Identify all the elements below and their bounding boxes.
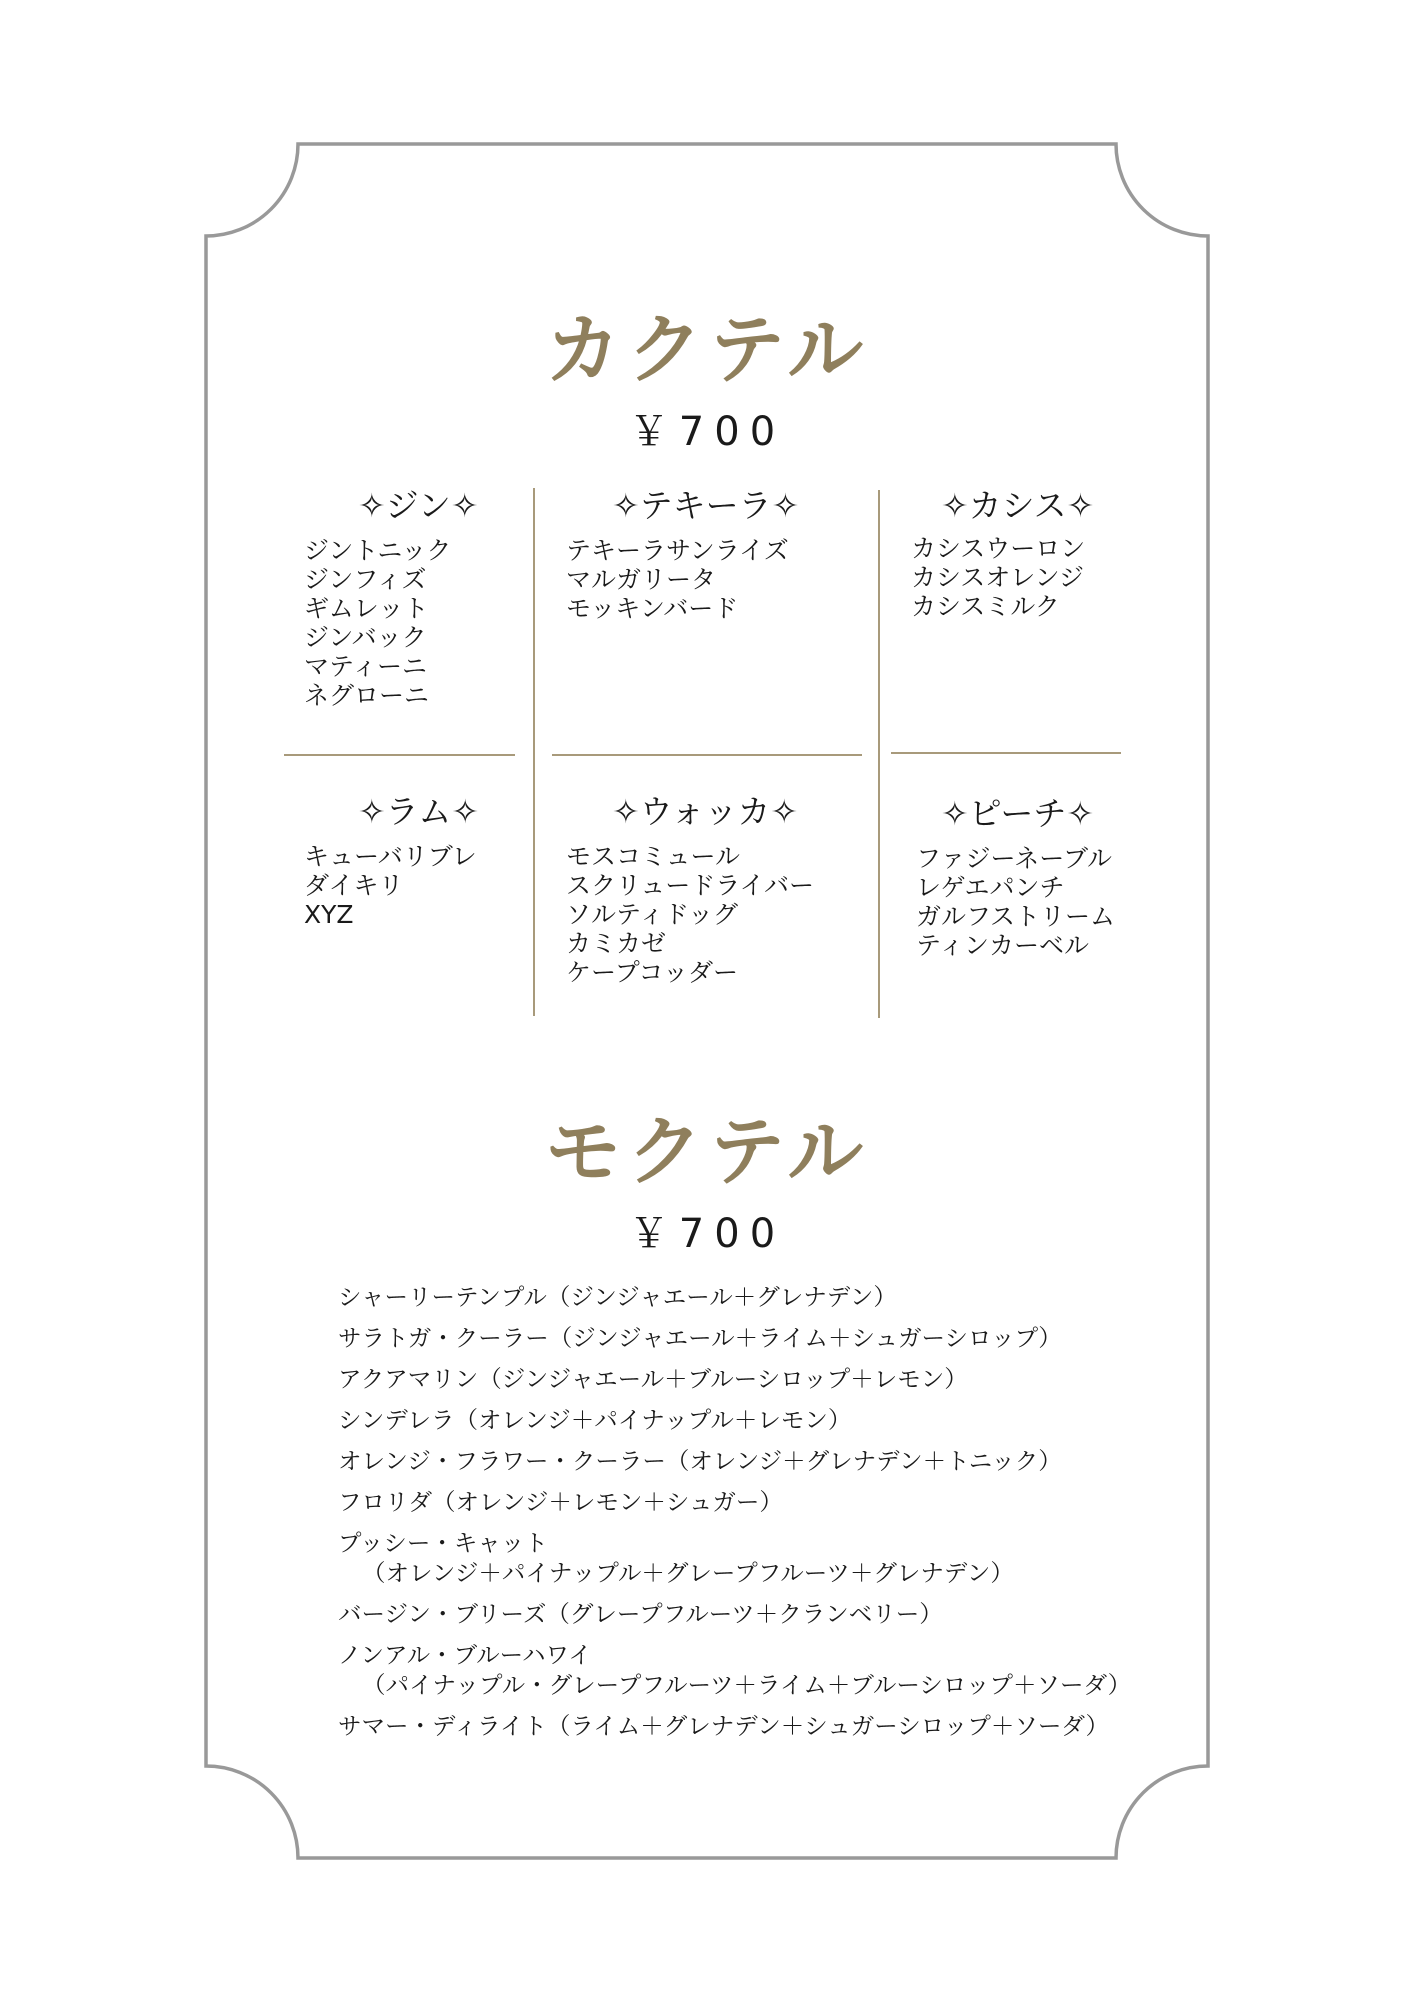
menu-item: XYZ bbox=[304, 900, 354, 929]
category-items bbox=[566, 842, 814, 987]
menu-item: モッキンバード bbox=[566, 594, 739, 623]
category-heading: ✧ジン✧ bbox=[358, 486, 479, 525]
mocktail-name: オレンジ・フラワー・クーラー（オレンジ＋グレナデン＋トニック） bbox=[338, 1447, 1062, 1475]
category-heading: ✧テキーラ✧ bbox=[612, 486, 800, 525]
menu-item: ダイキリ bbox=[304, 871, 404, 900]
mocktail-item bbox=[338, 1528, 1131, 1588]
menu-item: ジンフィズ bbox=[304, 565, 427, 594]
column-divider-left bbox=[533, 488, 535, 1016]
mocktail-item bbox=[338, 1364, 1131, 1394]
mocktail-name: アクアマリン（ジンジャエール＋ブルーシロップ＋レモン） bbox=[338, 1365, 968, 1393]
mocktail-item bbox=[338, 1487, 1131, 1517]
row-divider-middle bbox=[552, 754, 862, 756]
category-items bbox=[566, 536, 799, 623]
category-items bbox=[911, 534, 1094, 621]
mocktail-price: ￥700 bbox=[628, 1211, 786, 1257]
category-tequila bbox=[566, 486, 800, 623]
mocktail-name: シンデレラ（オレンジ＋パイナップル＋レモン） bbox=[338, 1406, 852, 1434]
category-gin bbox=[304, 486, 479, 710]
menu-item: マルガリータ bbox=[566, 565, 717, 594]
row-divider-left bbox=[284, 754, 515, 756]
mocktail-name: バージン・ブリーズ（グレープフルーツ＋クランベリー） bbox=[338, 1600, 943, 1628]
menu-item: レゲエパンチ bbox=[916, 873, 1065, 902]
mocktail-ingredients: （オレンジ＋パイナップル＋グレープフルーツ＋グレナデン） bbox=[362, 1559, 1014, 1587]
mocktail-name: シャーリーテンプル（ジンジャエール＋グレナデン） bbox=[338, 1283, 897, 1311]
mocktail-item bbox=[338, 1446, 1131, 1476]
category-heading: ✧ピーチ✧ bbox=[941, 794, 1094, 833]
mocktail-name: ノンアル・ブルーハワイ bbox=[338, 1641, 592, 1669]
menu-item: ファジーネーブル bbox=[916, 844, 1113, 873]
category-rum bbox=[304, 792, 479, 929]
mocktail-name: プッシー・キャット bbox=[338, 1529, 548, 1557]
category-items bbox=[916, 844, 1115, 960]
category-vodka bbox=[566, 792, 815, 987]
category-items bbox=[304, 842, 479, 929]
mocktail-item bbox=[338, 1405, 1131, 1435]
row-divider-right bbox=[891, 752, 1121, 754]
category-peach bbox=[916, 794, 1116, 960]
mocktail-name: サマー・ディライト（ライム＋グレナデン＋シュガーシロップ＋ソーダ） bbox=[338, 1712, 1110, 1740]
menu-item: カシスオレンジ bbox=[911, 563, 1085, 592]
cocktail-price: ￥700 bbox=[628, 409, 786, 455]
menu-item: モスコミュール bbox=[566, 842, 741, 871]
menu-item: ソルティドッグ bbox=[566, 900, 739, 929]
mocktail-item bbox=[338, 1640, 1131, 1700]
menu-item: スクリュードライバー bbox=[566, 871, 815, 900]
menu-item: キューバリブレ bbox=[304, 842, 477, 871]
menu-item: ガルフストリーム bbox=[916, 902, 1116, 931]
mocktail-item bbox=[338, 1711, 1131, 1741]
menu-item: ティンカーベル bbox=[916, 931, 1090, 960]
mocktail-title: モクテル bbox=[544, 1107, 870, 1196]
menu-item: ジントニック bbox=[304, 536, 452, 565]
category-items bbox=[304, 536, 478, 710]
mocktail-item bbox=[338, 1323, 1131, 1353]
category-heading: ✧カシス✧ bbox=[941, 486, 1095, 525]
mocktail-name: サラトガ・クーラー（ジンジャエール＋ライム＋シュガーシロップ） bbox=[338, 1324, 1062, 1352]
menu-item: カシスミルク bbox=[911, 592, 1060, 621]
cocktail-title: カクテル bbox=[544, 305, 870, 394]
category-heading: ✧ラム✧ bbox=[358, 792, 479, 831]
category-heading: ✧ウォッカ✧ bbox=[612, 792, 798, 831]
menu-item: テキーラサンライズ bbox=[566, 536, 789, 565]
mocktail-name: フロリダ（オレンジ＋レモン＋シュガー） bbox=[338, 1488, 783, 1516]
menu-item: マティーニ bbox=[304, 652, 428, 681]
mocktail-item bbox=[338, 1599, 1131, 1629]
column-divider-right bbox=[878, 490, 880, 1018]
mocktail-item bbox=[338, 1282, 1131, 1312]
category-cassis bbox=[911, 486, 1095, 621]
menu-item: ギムレット bbox=[304, 594, 429, 623]
menu-item: カミカゼ bbox=[566, 929, 667, 958]
mocktail-list bbox=[338, 1282, 1131, 1752]
menu-item: ネグローニ bbox=[304, 681, 430, 710]
menu-item: ケープコッダー bbox=[566, 958, 739, 987]
mocktail-ingredients: （パイナップル・グレープフルーツ＋ライム＋ブルーシロップ＋ソーダ） bbox=[362, 1671, 1132, 1699]
menu-item: ジンバック bbox=[304, 623, 427, 652]
menu-item: カシスウーロン bbox=[911, 534, 1086, 563]
